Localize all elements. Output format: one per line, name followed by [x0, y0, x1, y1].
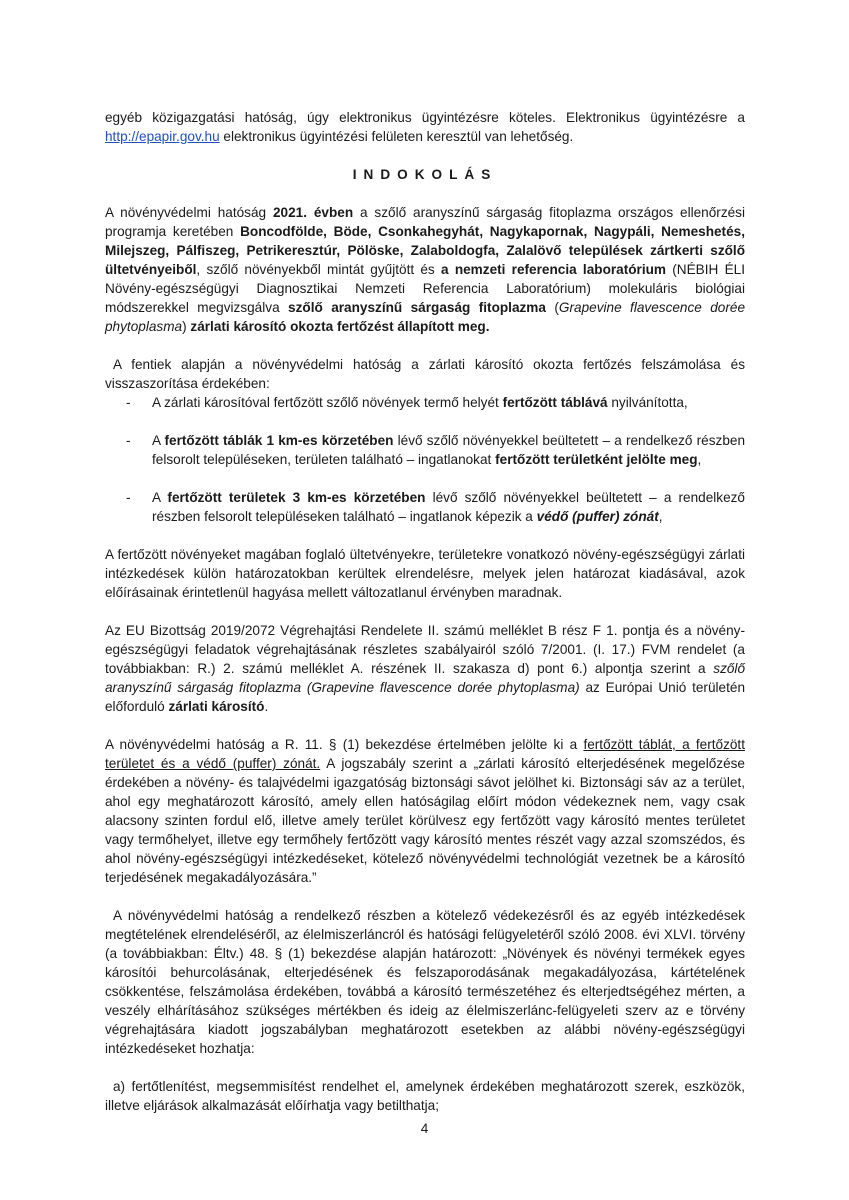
document-page [105, 108, 745, 1115]
paragraph-findings: A növényvédelmi hatóság 2021. évben a szőlő aranyszínű sárgaság fitoplazma országos ellenőrzési programja keretében Boncodfölde, Böde, Csonkahegyhát, Nagykapornak, Nagypáli, Nemeshetés, Milejszeg, Pálfiszeg, Petrikeresztúr, Pölöske, Zalaboldogfa, Zalalövő települések zártkerti szőlő ültetvényeiből, szőlő növényekből mintát gyűjtött és a nemzeti referencia laboratórium (NÉBIH ÉLI Növény-egészségügyi Diagnosztikai Nemzeti Referencia Laboratórium) molekuláris biológiai módszerekkel megvizsgálva szőlő aranyszínű sárgaság fitoplazma (Grapevine flavescence dorée phytoplasma) zárlati károsító okozta fertőzést állapított meg. [105, 205, 746, 334]
list-item: - A fertőzött táblák 1 km-es körzetében lévő szőlő növényekkel beültetett – a rendelkező részben felsorolt településeken, területen található – ingatlanokat fertőzött területként jelölte meg, [126, 433, 745, 467]
paragraph-measures-intro: A fentiek alapján a növényvédelmi hatóság a zárlati károsító okozta fertőzés felszámolása és visszaszorítása érdekében: [105, 357, 745, 391]
paragraph-designation: A növényvédelmi hatóság a R. 11. § (1) bekezdése értelmében jelölte ki a fertőzött táblát, a fertőzött területet és a védő (puffer) zónát. A jogszabály szerint a „zárlati károsító elterjedésének megelőzése érdekében a növény- és talajvédelmi igazgatóság biztonsági sávot jelölhet ki. Biztonsági sáv az a terület, ahol egy meghatározott károsító, amely ellen hatóságilag előírt módon védekeznek nem, vagy csak alacsony szinten fordul elő, illetve amely terület körülvesz egy fertőzött vagy károsító mentes területet vagy termőhelyet, illetve egy termőhely fertőzött vagy károsító mentes részét vagy azzal szomszédos, és ahol növény-egészségügyi intézkedéseket, kötelező növényvédelmi technológiát vezetnek be a károsító terjedésének megakadályozására.” [105, 737, 745, 885]
section-heading: INDOKOLÁS [352, 167, 498, 182]
page-number: 4 [420, 1121, 429, 1136]
paragraph-point-a: a) fertőtlenítést, megsemmisítést rendelhet el, amelynek érdekében meghatározott szerek, eszközök, illetve eljárások alkalmazását előírhatja vagy betilthatja; [105, 1079, 745, 1113]
paragraph-eu-regulation: Az EU Bizottság 2019/2072 Végrehajtási Rendelete II. számú melléklet B rész F 1. pontja és a növény-egészségügyi feladatok végrehajtásának részletes szabályairól szóló 7/2001. (I. 17.) FVM rendelet (a továbbiakban: R.) 2. számú melléklet A. részének II. szakasza d) pont 6.) alpontja szerint a szőlő aranyszínű sárgaság fitoplazma (Grapevine flavescence dorée phytoplasma) az Európai Unió területén előforduló zárlati károsító. [105, 623, 745, 714]
measures-list [105, 393, 745, 526]
paragraph-electronic-admin: egyéb közigazgatási hatóság, úgy elektronikus ügyintézésre köteles. Elektronikus ügyintézésre a http://epapir.gov.hu elektronikus ügyintézési felületen keresztül van lehetőség. [105, 110, 745, 144]
epapir-link[interactable]: http://epapir.gov.hu [105, 129, 220, 144]
paragraph-quarantine-measures: A fertőzött növényeket magában foglaló ültetvényekre, területekre vonatkozó növény-egészségügyi zárlati intézkedések külön határozatokban kerültek elrendelésre, melyek jelen határozat kiadásával, azok előírásainak érintetlenül hagyása mellett változatlanul érvényben maradnak. [105, 547, 745, 600]
paragraph-eltv-law: A növényvédelmi hatóság a rendelkező részben a kötelező védekezésről és az egyéb intézkedések megtételének elrendeléséről, az élelmiszerláncról és hatósági felügyeletéről szóló 2008. évi XLVI. törvény (a továbbiakban: Éltv.) 48. § (1) bekezdése alapján határozott: „Növények és növényi termékek egyes károsítói behurcolásának, elterjedésének és felszaporodásának megakadályozása, kártételének csökkentése, felszámolása érdekében, továbbá a károsító természetéhez és elterjedtségéhez mérten, a veszély elhárításához szükséges mértékben és ideig az élelmiszerlánc-felügyeleti szerv az e törvény végrehajtására kiadott jogszabályban meghatározott esetekben az alábbi növény-egészségügyi intézkedéseket hozhatja: [105, 908, 745, 1056]
list-item: - A zárlati károsítóval fertőzött szőlő növények termő helyét fertőzött táblává nyilvánította, [126, 395, 688, 410]
list-item: - A fertőzött területek 3 km-es körzetében lévő szőlő növényekkel beültetett – a rendelkező részben felsorolt településeken található – ingatlanok képezik a védő (puffer) zónát, [126, 490, 745, 524]
